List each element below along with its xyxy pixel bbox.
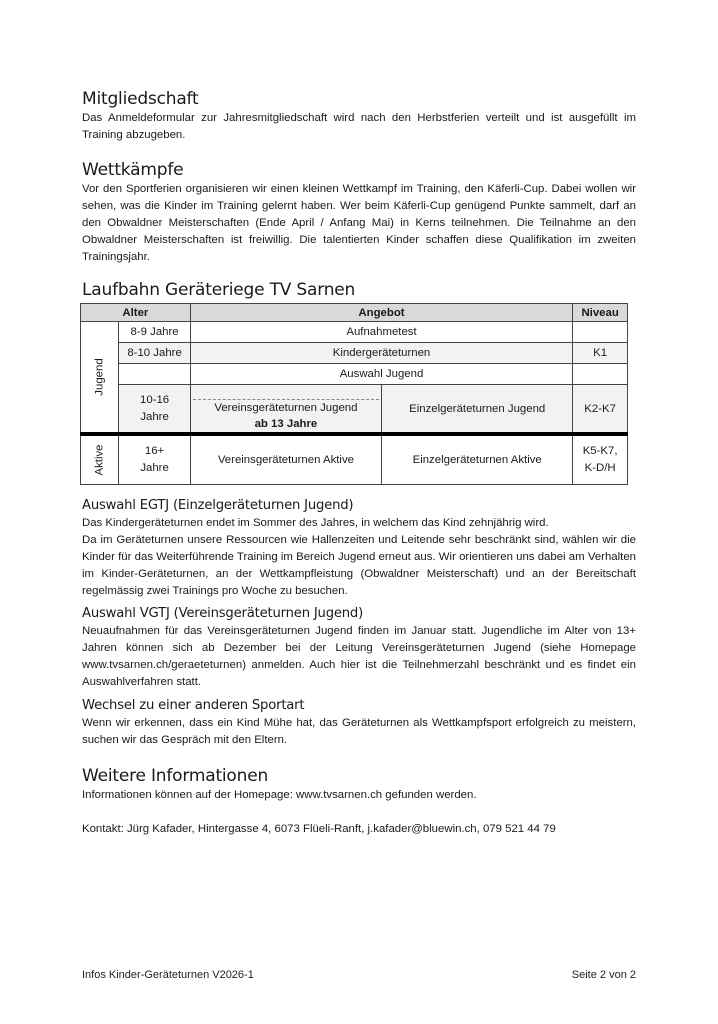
cell-angebot-verein [190,385,381,435]
cell-angebot-verein: Vereinsgeräteturnen Aktive [190,434,381,484]
section-egtj [82,497,636,600]
cell-niveau [573,364,628,385]
table-row [81,343,628,364]
table-row [81,322,628,343]
section-wettkaempfe [82,159,636,266]
cell-angebot: Kindergeräteturnen [190,343,573,364]
text-vgtj: Neuaufnahmen für das Vereinsgeräteturnen Jugend finden im Januar statt. Jugendliche im Alter von 13+ Jahren können sich ab Dezember bei der Leitung Vereinsgeräteturnen Jugend (siehe Homepage www.tvsarnen.ch/geraeteturnen) anmelden. Auch hier ist die Teilnehmerzahl beschränkt und es findet ein Auswahlverfahren statt. [82,625,636,688]
text-kontakt: Kontakt: Jürg Kafader, Hintergasse 4, 6073 Flüeli-Ranft, j.kafader@bluewin.ch, 079 521 44 79 [82,823,556,835]
cell-niveau: K2-K7 [573,385,628,435]
footer-left: Infos Kinder-Geräteturnen V2026-1 [82,969,254,981]
cell-niveau: K5-K7, K-D/H [573,434,628,484]
header-angebot: Angebot [190,304,573,322]
heading-wettkaempfe: Wettkämpfe [82,160,184,180]
text-wettkaempfe: Vor den Sportferien organisieren wir einen kleinen Wettkampf im Training, den Käferli-Cup. Dabei wollen wir sehen, was die Kinder im Training gelernt haben. Wer beim Käferli-Cup genügend Punkte sammelt, darf an den Obwaldner Meisterschaften (Ende April / Anfang Mai) in Kerns teilnehmen. Die Teilnahme an den Obwaldner Meisterschaften ist freiwillig. Die talentierten Kinder schaffen diese Qualifikation im zweiten Trainingsjahr. [82,183,636,263]
cell-alter: 10-16 Jahre [119,385,190,435]
section-vgtj [82,605,636,691]
section-wechsel [82,697,636,749]
heading-vgtj: Auswahl VGTJ (Vereinsgeräteturnen Jugend) [82,606,364,621]
section-mitgliedschaft [82,88,636,144]
table-row [81,434,628,484]
angebot-verein-jugend: Vereinsgeräteturnen Jugend [214,402,358,414]
footer-page-number: Seite 2 von 2 [571,969,636,981]
section-laufbahn [82,279,636,301]
cell-angebot-einzel: Einzelgeräteturnen Aktive [382,434,573,484]
heading-weitere: Weitere Informationen [82,766,269,786]
text-mitgliedschaft: Das Anmeldeformular zur Jahresmitgliedschaft wird nach den Herbstferien verteilt und ist ausgefüllt im Training abzugeben. [82,112,636,141]
cell-angebot: Aufnahmetest [190,322,573,343]
group-jugend: Jugend [81,322,119,435]
table-row [81,385,628,435]
header-niveau: Niveau [573,304,628,322]
cell-alter: 16+ Jahre [119,434,190,484]
text-weitere: Informationen können auf der Homepage: www.tvsarnen.ch gefunden werden. [82,789,477,801]
group-aktive: Aktive [81,434,119,484]
text-egtj-1: Das Kindergeräteturnen endet im Sommer des Jahres, in welchem das Kind zehnjährig wird. [82,517,549,529]
cell-niveau: K1 [573,343,628,364]
cell-alter: 8-10 Jahre [119,343,190,364]
section-weitere [82,765,636,838]
cell-angebot-einzel: Einzelgeräteturnen Jugend [382,385,573,435]
cell-alter: 8-9 Jahre [119,322,190,343]
heading-wechsel: Wechsel zu einer anderen Sportart [82,698,305,713]
heading-laufbahn: Laufbahn Geräteriege TV Sarnen [82,280,356,300]
cell-niveau [573,322,628,343]
cell-angebot: Auswahl Jugend [190,364,573,385]
cell-alter [119,364,190,385]
text-wechsel: Wenn wir erkennen, dass ein Kind Mühe hat, das Geräteturnen als Wettkampfsport erfolgreich zu meistern, suchen wir das Gespräch mit den Eltern. [82,717,636,746]
angebot-note: ab 13 Jahre [254,418,318,430]
header-alter: Alter [81,304,191,322]
heading-mitgliedschaft: Mitgliedschaft [82,89,199,109]
text-egtj-2: Da im Geräteturnen unsere Ressourcen wie Hallenzeiten und Leitende sehr beschränkt sind, wählen wir die Kinder für das Weiterführende Training im Bereich Jugend erneut aus. Wir orientieren uns dabei am Verhalten im Kinder-Geräteturnen, an der Wettkampfleistung (Obwaldner Meisterschaft) und an der Bereitschaft regelmässig zwei Trainings pro Woche zu besuchen. [82,534,636,597]
table-row [81,364,628,385]
laufbahn-table [80,303,628,485]
table-header-row [81,304,628,322]
heading-egtj: Auswahl EGTJ (Einzelgeräteturnen Jugend) [82,498,354,513]
